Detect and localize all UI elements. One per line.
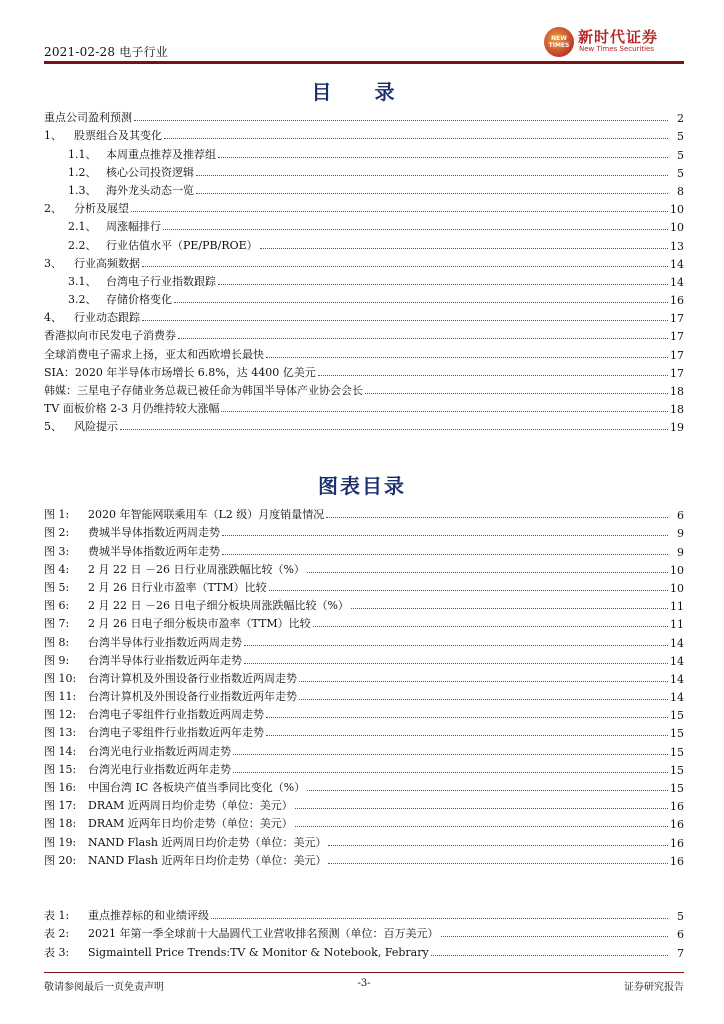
entry-number: 1.3、 xyxy=(68,183,97,197)
leader-dots xyxy=(142,266,668,267)
entry-text: 2 月 26 日行业市盈率（TTM）比较 xyxy=(88,580,267,594)
leader-dots xyxy=(318,375,668,376)
leader-dots xyxy=(244,645,668,646)
entry-label xyxy=(68,182,194,198)
toc-entry[interactable] xyxy=(44,343,684,361)
toc-entry[interactable] xyxy=(44,307,684,325)
leader-dots xyxy=(222,535,668,536)
entry-label xyxy=(44,907,209,923)
leader-dots xyxy=(295,808,668,809)
entry-number: 图 4: xyxy=(44,562,70,576)
entry-text: SIA：2020 年半导体市场增长 6.8%，达 4400 亿美元 xyxy=(44,365,316,379)
logo-mark-icon: NEW TIMES xyxy=(544,27,574,57)
entry-number: 图 18: xyxy=(44,817,77,831)
entry-label xyxy=(44,418,118,434)
entry-number: 图 8: xyxy=(44,635,70,649)
figures-title: 图表目录 xyxy=(318,474,406,498)
entry-text: 2 月 22 日 －26 日行业周涨跌幅比较（%） xyxy=(88,562,305,576)
entry-page-number: 2 xyxy=(677,112,684,126)
entry-page-number: 15 xyxy=(670,709,684,723)
figure-entry[interactable] xyxy=(44,777,684,795)
entry-page-number: 14 xyxy=(670,654,684,668)
figure-entry[interactable] xyxy=(44,722,684,740)
entry-label xyxy=(44,706,264,722)
entry-number: 3.2、 xyxy=(68,293,97,307)
entry-number: 2.2、 xyxy=(68,238,97,252)
entry-label xyxy=(68,218,161,234)
entry-page-number: 9 xyxy=(677,527,684,541)
leader-dots xyxy=(328,863,668,864)
entry-label xyxy=(68,237,258,253)
entry-label xyxy=(44,382,363,398)
entry-label xyxy=(44,364,316,380)
toc-entry[interactable] xyxy=(44,143,684,161)
entry-page-number: 14 xyxy=(670,672,684,686)
entry-page-number: 15 xyxy=(670,782,684,795)
footer-doc-type: 证券研究报告 xyxy=(624,982,684,993)
entry-label xyxy=(44,779,305,795)
entry-label xyxy=(44,327,176,343)
entry-text: 台湾光电行业指数近两年走势 xyxy=(88,762,231,776)
entry-page-number: 15 xyxy=(670,763,684,777)
entry-label xyxy=(44,579,267,595)
leader-dots xyxy=(441,936,669,937)
leader-dots xyxy=(260,248,668,249)
entry-text: 风险提示 xyxy=(74,420,118,434)
leader-dots xyxy=(222,554,668,555)
entry-text: 周涨幅排行 xyxy=(106,220,161,234)
entry-text: 重点推荐标的和业绩评级 xyxy=(88,909,209,923)
entry-text: 台湾计算机及外围设备行业指数近两周走势 xyxy=(88,671,297,685)
entry-page-number: 10 xyxy=(670,203,684,217)
entry-number: 图 11: xyxy=(44,690,77,704)
figure-entry[interactable] xyxy=(44,595,684,613)
entry-page-number: 14 xyxy=(670,691,684,705)
entry-page-number: 15 xyxy=(670,727,684,741)
toc-entry[interactable] xyxy=(44,107,684,125)
entry-number: 图 12: xyxy=(44,708,77,722)
leader-dots xyxy=(431,955,668,956)
leader-dots xyxy=(313,626,668,627)
figure-entry[interactable] xyxy=(44,559,684,577)
entry-label xyxy=(44,834,326,850)
leader-dots xyxy=(218,284,668,285)
entry-page-number: 10 xyxy=(670,563,684,577)
footer-disclaimer: 敬请参阅最后一页免责声明 xyxy=(44,982,164,993)
entry-page-number: 10 xyxy=(670,221,684,235)
entry-label xyxy=(44,925,439,941)
entry-number: 表 2: xyxy=(44,927,70,941)
entry-number: 图 1: xyxy=(44,508,70,522)
entry-text: 费城半导体指数近两年走势 xyxy=(88,544,220,558)
entry-number: 5、 xyxy=(44,420,62,434)
leader-dots xyxy=(266,357,668,358)
leader-dots xyxy=(266,735,668,736)
entry-page-number: 19 xyxy=(670,421,684,435)
leader-dots xyxy=(164,138,668,139)
entry-number: 1.1、 xyxy=(68,147,97,161)
entry-page-number: 14 xyxy=(670,636,684,650)
entry-text: 分析及展望 xyxy=(74,202,129,216)
entry-page-number: 17 xyxy=(670,330,684,344)
entry-label xyxy=(44,109,132,125)
leader-dots xyxy=(142,320,668,321)
entry-label xyxy=(44,852,326,868)
entry-text: 重点公司盈利预测 xyxy=(44,111,132,125)
entry-text: 行业估值水平（PE/PB/ROE） xyxy=(106,238,258,252)
leader-dots xyxy=(233,754,668,755)
page-header xyxy=(44,30,684,64)
entry-page-number: 13 xyxy=(670,239,684,253)
entry-text: 核心公司投资逻辑 xyxy=(106,165,194,179)
entry-text: 2 月 22 日 －26 日电子细分板块周涨跌幅比较（%） xyxy=(88,599,349,613)
entry-page-number: 8 xyxy=(677,184,684,198)
entry-label xyxy=(44,670,297,686)
leader-dots xyxy=(269,590,668,591)
toc-entry[interactable] xyxy=(44,416,684,434)
entry-number: 2、 xyxy=(44,202,62,216)
entry-number: 图 14: xyxy=(44,744,77,758)
entry-label xyxy=(44,597,349,613)
leader-dots xyxy=(299,699,668,700)
entry-text: 韩媒：三星电子存储业务总裁已被任命为韩国半导体产业协会会长 xyxy=(44,384,363,397)
entry-label xyxy=(44,255,140,271)
toc-list xyxy=(44,107,684,434)
entry-page-number: 5 xyxy=(677,148,684,162)
entry-page-number: 16 xyxy=(670,294,684,308)
entry-number: 图 13: xyxy=(44,726,77,740)
leader-dots xyxy=(178,338,668,339)
figures-list xyxy=(44,504,684,868)
leader-dots xyxy=(295,826,668,827)
entry-label xyxy=(44,506,324,522)
leader-dots xyxy=(233,772,668,773)
figure-entry[interactable] xyxy=(44,522,684,540)
figure-entry[interactable] xyxy=(44,650,684,668)
figure-entry[interactable] xyxy=(44,686,684,704)
footer-page-number: -3- xyxy=(357,978,371,989)
entry-label xyxy=(44,127,162,143)
toc-entry[interactable] xyxy=(44,216,684,234)
entry-label xyxy=(44,543,220,559)
entry-page-number: 18 xyxy=(670,403,684,417)
entry-number: 图 3: xyxy=(44,544,70,558)
entry-text: 台湾电子零组件行业指数近两年走势 xyxy=(88,726,264,740)
entry-label xyxy=(44,743,231,759)
leader-dots xyxy=(328,845,668,846)
entry-text: 台湾半导体行业指数近两周走势 xyxy=(88,635,242,649)
toc-entry[interactable] xyxy=(44,289,684,307)
tables-list xyxy=(44,905,684,960)
entry-page-number: 18 xyxy=(670,385,684,398)
entry-label xyxy=(44,561,305,577)
entry-label xyxy=(44,724,264,740)
leader-dots xyxy=(196,175,668,176)
leader-dots xyxy=(120,429,668,430)
entry-page-number: 17 xyxy=(670,348,684,362)
figure-entry[interactable] xyxy=(44,813,684,831)
entry-label xyxy=(44,309,140,325)
entry-page-number: 14 xyxy=(670,275,684,289)
figure-entry[interactable] xyxy=(44,704,684,722)
entry-text: 2 月 26 日电子细分板块市盈率（TTM）比较 xyxy=(88,617,311,631)
entry-text: 台湾计算机及外围设备行业指数近两年走势 xyxy=(88,690,297,704)
entry-page-number: 5 xyxy=(677,130,684,144)
entry-page-number: 10 xyxy=(670,581,684,595)
entry-page-number: 16 xyxy=(670,800,684,814)
toc-entry[interactable] xyxy=(44,271,684,289)
entry-page-number: 16 xyxy=(670,854,684,868)
entry-text: 费城半导体指数近两周走势 xyxy=(88,526,220,540)
entry-page-number: 6 xyxy=(677,928,684,942)
header-divider xyxy=(44,61,684,64)
company-logo xyxy=(534,24,684,60)
entry-label xyxy=(44,615,311,631)
entry-text: 2021 年第一季全球前十大晶圆代工业营收排名预测（单位：百万美元） xyxy=(88,927,439,941)
entry-text: 行业动态跟踪 xyxy=(74,311,140,325)
entry-label xyxy=(44,200,129,216)
leader-dots xyxy=(307,572,668,573)
entry-label xyxy=(44,688,297,704)
entry-page-number: 15 xyxy=(670,745,684,759)
entry-text: 台湾电子行业指数跟踪 xyxy=(106,274,216,288)
entry-text: 本周重点推荐及推荐组 xyxy=(106,147,216,161)
entry-label xyxy=(44,761,231,777)
header-date-sector: 2021-02-28 电子行业 xyxy=(44,45,169,59)
entry-label xyxy=(68,146,216,162)
entry-number: 图 6: xyxy=(44,599,70,613)
entry-page-number: 17 xyxy=(670,312,684,326)
leader-dots xyxy=(131,211,668,212)
toc-entry[interactable] xyxy=(44,198,684,216)
entry-number: 图 5: xyxy=(44,580,70,594)
entry-text: 台湾半导体行业指数近两年走势 xyxy=(88,653,242,667)
leader-dots xyxy=(163,229,668,230)
entry-number: 1、 xyxy=(44,129,62,143)
figure-entry[interactable] xyxy=(44,577,684,595)
entry-page-number: 11 xyxy=(670,600,684,614)
entry-page-number: 16 xyxy=(670,836,684,850)
entry-label xyxy=(68,164,194,180)
entry-page-number: 6 xyxy=(677,509,684,523)
entry-number: 表 3: xyxy=(44,945,70,959)
entry-text: 2020 年智能网联乘用车（L2 级）月度销量情况 xyxy=(88,508,325,522)
entry-text: 台湾电子零组件行业指数近两周走势 xyxy=(88,708,264,722)
toc-entry[interactable] xyxy=(44,180,684,198)
figure-entry[interactable] xyxy=(44,504,684,522)
entry-text: 台湾光电行业指数近两周走势 xyxy=(88,744,231,758)
entry-text: 海外龙头动态一览 xyxy=(106,183,194,197)
entry-text: 行业高频数据 xyxy=(74,256,140,270)
leader-dots xyxy=(307,790,668,791)
toc-entry[interactable] xyxy=(44,362,684,380)
entry-number: 表 1: xyxy=(44,909,70,923)
leader-dots xyxy=(134,120,668,121)
entry-text: DRAM 近两周日均价走势（单位：美元） xyxy=(88,799,293,813)
leader-dots xyxy=(299,681,668,682)
entry-text: NAND Flash 近两周日均价走势（单位：美元） xyxy=(88,835,327,849)
figure-entry[interactable] xyxy=(44,668,684,686)
figure-entry[interactable] xyxy=(44,740,684,758)
toc-entry[interactable] xyxy=(44,253,684,271)
entry-text: 香港拟向市民发电子消费券 xyxy=(44,329,176,343)
entry-page-number: 14 xyxy=(670,257,684,271)
figure-entry[interactable] xyxy=(44,759,684,777)
entry-page-number: 9 xyxy=(677,545,684,559)
leader-dots xyxy=(196,193,668,194)
entry-label xyxy=(44,815,293,831)
entry-number: 图 10: xyxy=(44,671,77,685)
figure-entry[interactable] xyxy=(44,613,684,631)
table-entry[interactable] xyxy=(44,905,684,923)
entry-number: 图 9: xyxy=(44,653,70,667)
entry-number: 图 17: xyxy=(44,799,77,813)
figure-entry[interactable] xyxy=(44,831,684,849)
toc-title: 目 录 xyxy=(311,80,413,104)
entry-label xyxy=(44,944,429,960)
entry-label xyxy=(44,652,242,668)
leader-dots xyxy=(365,393,668,394)
entry-text: 股票组合及其变化 xyxy=(74,129,162,143)
entry-number: 图 7: xyxy=(44,617,70,631)
leader-dots xyxy=(218,157,668,158)
entry-text: NAND Flash 近两年日均价走势（单位：美元） xyxy=(88,853,327,867)
leader-dots xyxy=(266,717,668,718)
entry-label xyxy=(44,346,264,362)
entry-label xyxy=(44,524,220,540)
page-footer xyxy=(44,972,684,992)
figure-entry[interactable] xyxy=(44,795,684,813)
toc-entry[interactable] xyxy=(44,162,684,180)
entry-number: 图 16: xyxy=(44,781,77,794)
entry-text: 中国台湾 IC 各板块产值当季同比变化（%） xyxy=(88,781,306,794)
entry-text: Sigmaintell Price Trends:TV & Monitor & Notebook, Febrary xyxy=(88,945,429,959)
entry-number: 图 15: xyxy=(44,762,77,776)
entry-text: DRAM 近两年日均价走势（单位：美元） xyxy=(88,817,293,831)
entry-text: 全球消费电子需求上扬，亚太和西欧增长最快 xyxy=(44,347,264,361)
toc-entry[interactable] xyxy=(44,234,684,252)
leader-dots xyxy=(351,608,668,609)
entry-number: 图 20: xyxy=(44,853,77,867)
entry-number: 3.1、 xyxy=(68,274,97,288)
entry-text: 存储价格变化 xyxy=(106,293,172,307)
toc-entry[interactable] xyxy=(44,125,684,143)
toc-entry[interactable] xyxy=(44,380,684,398)
figure-entry[interactable] xyxy=(44,850,684,868)
leader-dots xyxy=(174,302,668,303)
leader-dots xyxy=(326,517,668,518)
table-entry[interactable] xyxy=(44,941,684,959)
entry-number: 1.2、 xyxy=(68,165,97,179)
entry-number: 图 19: xyxy=(44,835,77,849)
entry-page-number: 17 xyxy=(670,366,684,380)
entry-number: 3、 xyxy=(44,256,62,270)
leader-dots xyxy=(244,663,668,664)
entry-page-number: 7 xyxy=(677,946,684,960)
logo-name-en: New Times Securities xyxy=(579,45,654,53)
toc-entry[interactable] xyxy=(44,398,684,416)
entry-page-number: 5 xyxy=(677,910,684,924)
entry-number: 图 2: xyxy=(44,526,70,540)
table-entry[interactable] xyxy=(44,923,684,941)
figure-entry[interactable] xyxy=(44,631,684,649)
entry-label xyxy=(44,400,219,416)
entry-page-number: 11 xyxy=(670,618,684,632)
entry-label xyxy=(44,797,293,813)
entry-page-number: 16 xyxy=(670,818,684,832)
entry-page-number: 5 xyxy=(677,166,684,180)
entry-text: TV 面板价格 2-3 月仍维持较大涨幅 xyxy=(44,402,220,416)
entry-label xyxy=(68,291,172,307)
figure-entry[interactable] xyxy=(44,540,684,558)
entry-number: 4、 xyxy=(44,311,62,325)
toc-entry[interactable] xyxy=(44,325,684,343)
leader-dots xyxy=(211,918,668,919)
leader-dots xyxy=(221,411,668,412)
entry-label xyxy=(44,634,242,650)
entry-label xyxy=(68,273,216,289)
logo-name-cn: 新时代证券 xyxy=(578,28,659,46)
entry-number: 2.1、 xyxy=(68,220,97,234)
